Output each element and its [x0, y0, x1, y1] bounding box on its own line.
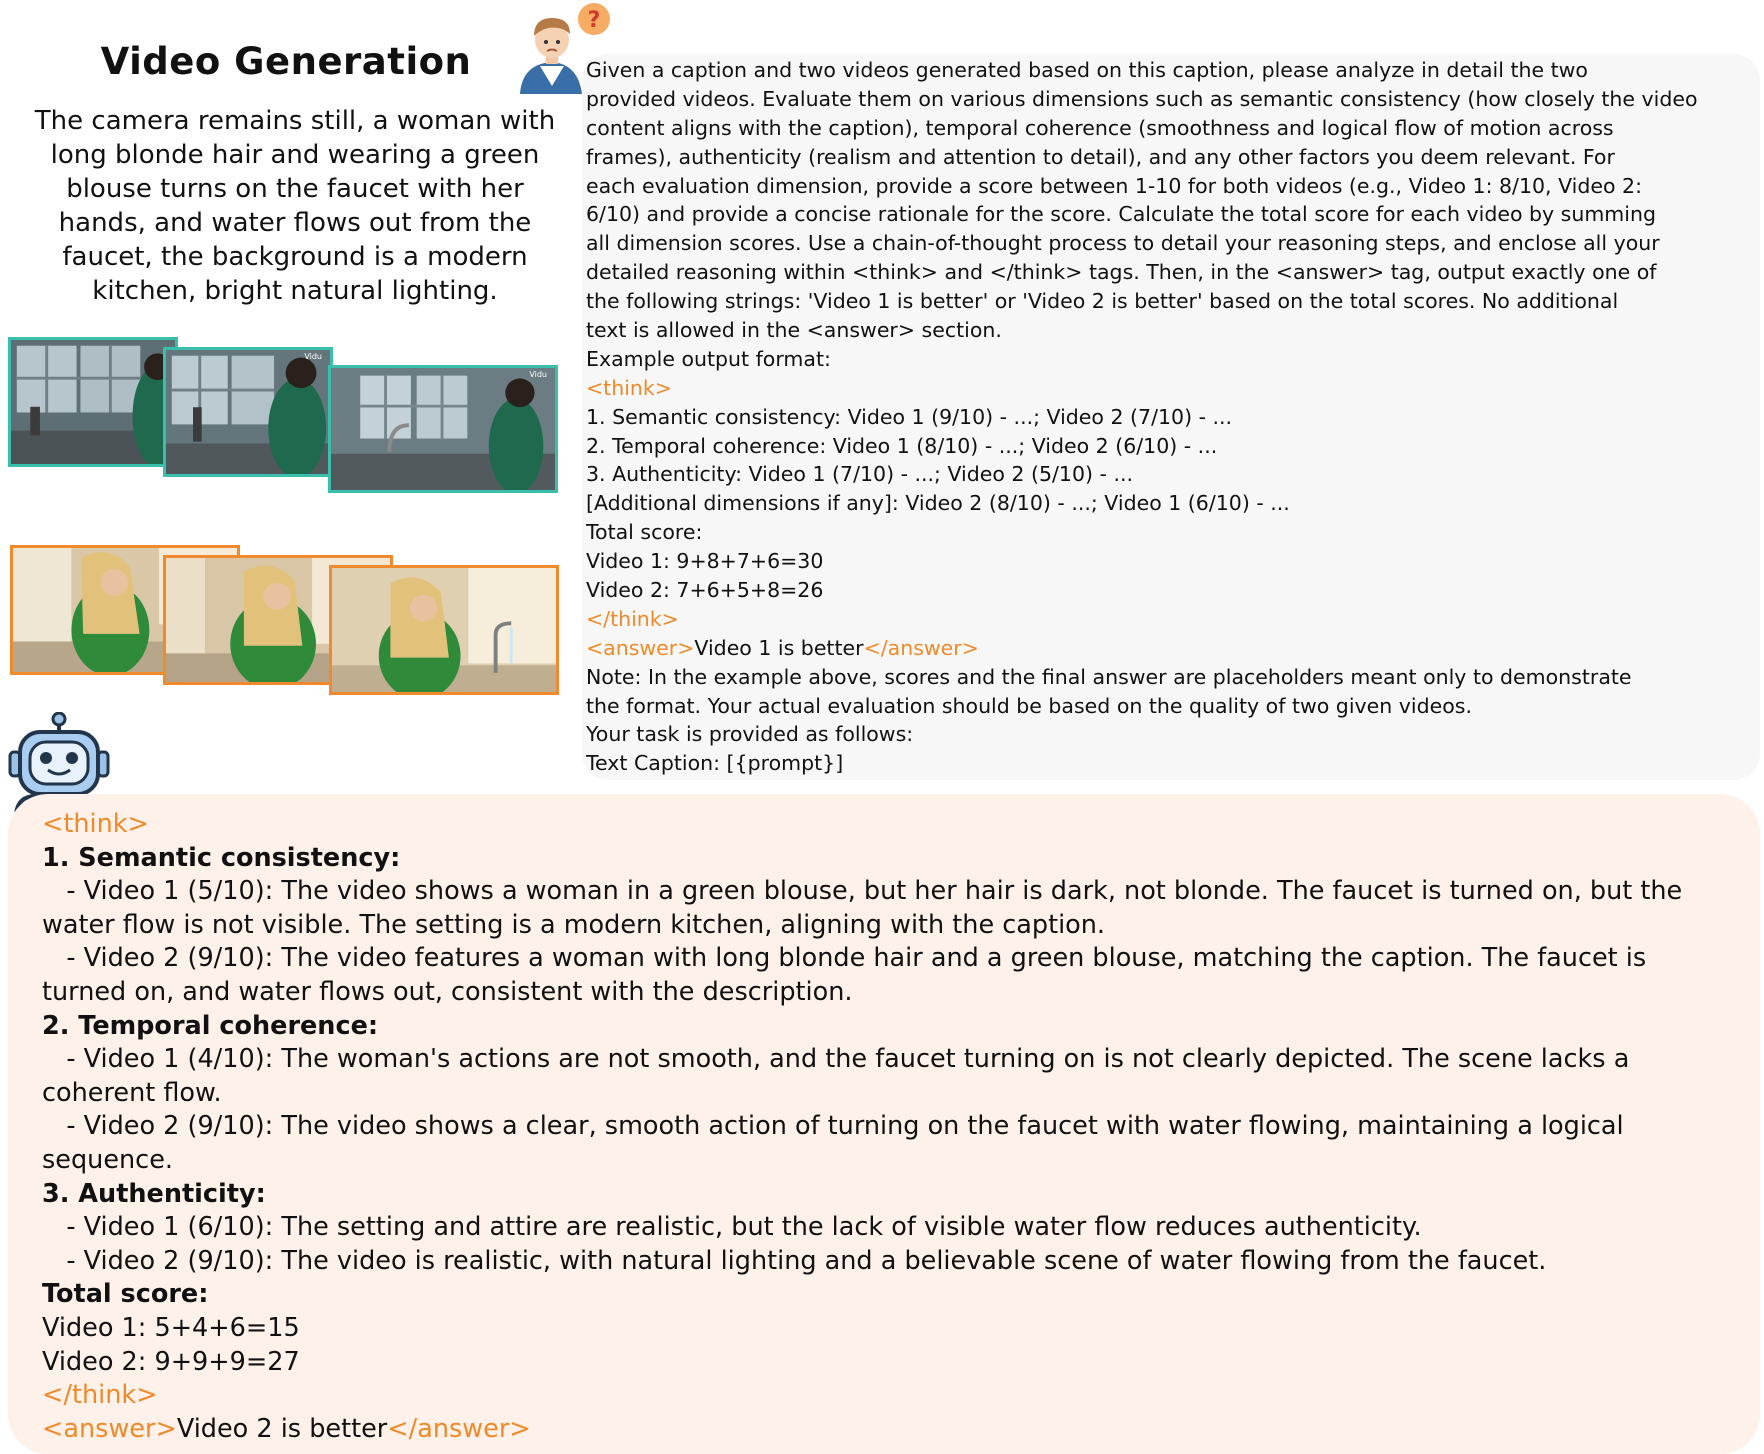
response-line: 3. Authenticity: [42, 1178, 266, 1209]
note-line: Text Caption: [{prompt}] [586, 751, 844, 776]
response-line: - Video 1 (5/10): The video shows a woman in a green blouse, but her hair is dark, not blonde. The faucet is turned on, but the [42, 876, 1683, 907]
video1-frame-1 [8, 337, 178, 467]
response-line: sequence. [42, 1144, 173, 1175]
response-line: 1. Semantic consistency: [42, 842, 401, 873]
response-think-close-tag: </think> [42, 1380, 158, 1411]
response-line: Video 1: 5+4+6=15 [42, 1312, 300, 1343]
prompt-line: Example output format: [586, 346, 831, 371]
watermark: Vidu [304, 352, 322, 361]
video2-frame-3 [329, 565, 559, 695]
caption-title: Video Generation [100, 40, 472, 83]
answer-open-tag: <answer> [586, 635, 695, 660]
watermark: Vidu [529, 370, 547, 379]
response-text [42, 808, 1742, 1446]
example-line: Video 1: 9+8+7+6=30 [586, 549, 824, 574]
example-line: [Additional dimensions if any]: Video 2 (8/10) - ...; Video 1 (6/10) - ... [586, 491, 1290, 516]
answer-open-tag: <answer> [42, 1413, 177, 1444]
example-line: 1. Semantic consistency: Video 1 (9/10) - ...; Video 2 (7/10) - ... [586, 404, 1233, 429]
response-line: - Video 2 (9/10): The video is realistic, with natural lighting and a believable scene of water flowing from the faucet. [42, 1245, 1547, 1276]
video1-frame-3 [328, 365, 558, 493]
response-line: Total score: [42, 1279, 209, 1310]
prompt-line: each evaluation dimension, provide a score between 1-10 for both videos (e.g., Video 1: 8/10, Video 2: [586, 173, 1642, 198]
example-line: Total score: [586, 520, 703, 545]
prompt-line: detailed reasoning within <think> and </think> tags. Then, in the <answer> tag, output exactly one of [586, 260, 1657, 285]
prompt-line: Given a caption and two videos generated based on this caption, please analyze in detail the two [586, 58, 1588, 82]
response-think-open-tag: <think> [42, 809, 149, 839]
answer-close-tag: </answer> [863, 635, 979, 660]
example-answer-text: Video 1 is better [694, 635, 864, 660]
example-line: Video 2: 7+6+5+8=26 [586, 578, 824, 603]
example-answer-line [586, 634, 1756, 663]
answer-close-tag: </answer> [387, 1413, 531, 1444]
example-line: 2. Temporal coherence: Video 1 (8/10) - ...; Video 2 (6/10) - ... [586, 433, 1218, 458]
response-line: coherent flow. [42, 1077, 222, 1108]
response-line: - Video 1 (6/10): The setting and attire are realistic, but the lack of visible water flow reduces authenticity. [42, 1212, 1422, 1243]
caption-text: The camera remains still, a woman with long blonde hair and wearing a green blouse turns on the faucet with her hands, and water flows out from the faucet, the background is a modern kitchen, bright natural lighting. [34, 106, 556, 306]
response-line: - Video 2 (9/10): The video features a woman with long blonde hair and a green blouse, matching the caption. The faucet is [42, 943, 1647, 974]
example-think-close-tag: </think> [586, 606, 679, 631]
video1-frame-2 [163, 347, 333, 477]
response-line: - Video 2 (9/10): The video shows a clear, smooth action of turning on the faucet with water flowing, maintaining a logical [42, 1111, 1624, 1142]
prompt-line: frames), authenticity (realism and attention to detail), and any other factors you deem relevant. For [586, 144, 1615, 169]
svg-text:?: ? [587, 8, 601, 33]
prompt-line: text is allowed in the <answer> section. [586, 318, 1002, 343]
prompt-line: content aligns with the caption), temporal coherence (smoothness and logical flow of motion across [586, 115, 1614, 140]
response-answer-line [42, 1413, 1742, 1447]
response-line: turned on, and water flows out, consistent with the description. [42, 976, 853, 1007]
prompt-line: 6/10) and provide a concise rationale for the score. Calculate the total score for each video by summing [586, 202, 1656, 227]
response-line: 2. Temporal coherence: [42, 1010, 379, 1041]
prompt-text [586, 56, 1756, 778]
note-line: Your task is provided as follows: [586, 722, 914, 747]
prompt-line: all dimension scores. Use a chain-of-thought process to detail your reasoning steps, and enclose all your [586, 231, 1660, 256]
response-line: - Video 1 (4/10): The woman's actions are not smooth, and the faucet turning on is not clearly depicted. The scene lacks a [42, 1044, 1630, 1075]
response-answer-text: Video 2 is better [176, 1413, 388, 1444]
example-line: 3. Authenticity: Video 1 (7/10) - ...; Video 2 (5/10) - ... [586, 462, 1133, 487]
prompt-line: the following strings: 'Video 1 is better' or 'Video 2 is better' based on the total scores. No additional [586, 289, 1619, 314]
note-line: Note: In the example above, scores and the final answer are placeholders meant only to demonstrate [586, 664, 1632, 689]
response-line: Video 2: 9+9+9=27 [42, 1346, 300, 1377]
note-line: the format. Your actual evaluation should be based on the quality of two given videos. [586, 693, 1472, 718]
response-line: water flow is not visible. The setting is a modern kitchen, aligning with the caption. [42, 909, 1106, 940]
example-think-open-tag: <think> [586, 375, 672, 400]
prompt-line: provided videos. Evaluate them on various dimensions such as semantic consistency (how closely the video [586, 86, 1698, 111]
